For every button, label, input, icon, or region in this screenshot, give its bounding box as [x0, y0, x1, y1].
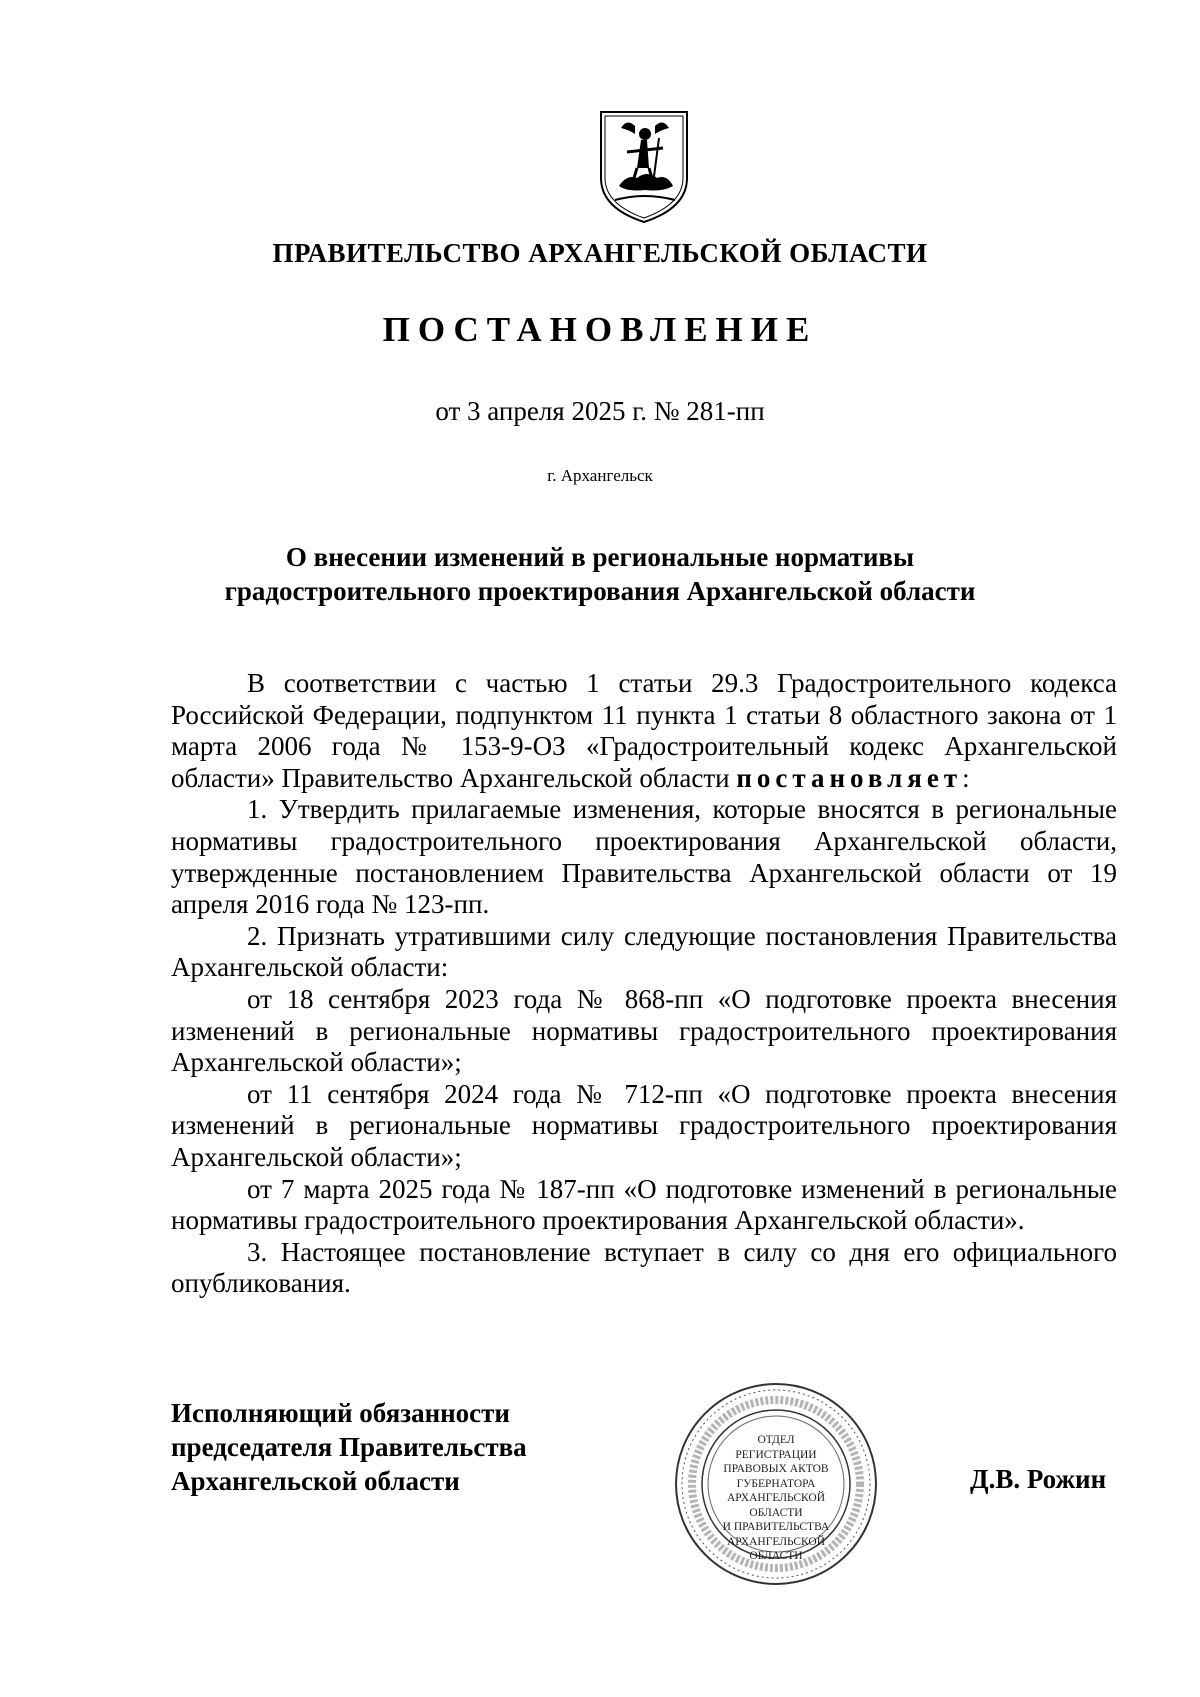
item-2-sub-1: от 18 сентября 2023 года № 868-пп «О подготовке проекта внесения изменений в региональные нормативы градостроительного проектирования Архангельской области»; — [171, 983, 1117, 1078]
decree-word: постановляет — [736, 762, 963, 793]
signatory-role-line-1: Исполняющий обязанности — [171, 1398, 510, 1428]
stamp-line: ОТДЕЛ — [757, 1434, 795, 1446]
stamp-line: АРХАНГЕЛЬСКОЙ — [726, 1535, 826, 1548]
item-2-sub-3: от 7 марта 2025 года № 187-пп «О подготовке изменений в региональные нормативы градостроительного проектирования Архангельской области». — [171, 1173, 1117, 1236]
signatory-role-line-2: председателя Правительства — [171, 1432, 527, 1462]
item-3: 3. Настоящее постановление вступает в силу со дня его официального опубликования. — [171, 1236, 1117, 1299]
stamp-line: И ПРАВИТЕЛЬСТВА — [722, 1521, 830, 1533]
title-line-1: О внесении изменений в региональные нормативы — [285, 542, 915, 572]
stamp-text — [712, 1433, 840, 1564]
stamp-line: АРХАНГЕЛЬСКОЙ — [726, 1492, 826, 1504]
preamble-paragraph — [171, 668, 1117, 794]
stamp-line: ОБЛАСТИ — [749, 1550, 803, 1562]
document-type: ПОСТАНОВЛЕНИЕ — [382, 310, 818, 349]
signatory-role — [171, 1396, 527, 1498]
coat-of-arms-icon — [597, 108, 691, 226]
item-2: 2. Признать утратившими силу следующие постановления Правительства Архангельской области: — [171, 920, 1117, 983]
item-2-sub-2: от 11 сентября 2024 года № 712-пп «О подготовке проекта внесения изменений в региональные нормативы градостроительного проектирования Архангельской области»; — [171, 1078, 1117, 1172]
document-city: г. Архангельск — [547, 466, 653, 485]
stamp-line: ПРАВОВЫХ АКТОВ — [723, 1463, 829, 1475]
signatory-role-line-3: Архангельской области — [171, 1466, 460, 1496]
preamble-text: В соответствии с частью 1 статьи 29.3 Градостроительного кодекса Российской Федерации, подпунктом 11 пункта 1 статьи 8 областного закона от 1 марта 2006 года № 153-9-ОЗ «Градостроительный кодекс Архангельской области» Правительство Архангельской области — [171, 668, 1117, 793]
stamp-line: ОБЛАСТИ — [749, 1506, 803, 1519]
document-date-number: от 3 апреля 2025 г. № 281-пп — [435, 396, 765, 426]
item-1: 1. Утвердить прилагаемые изменения, которые вносятся в региональные нормативы градостроительного проектирования Архангельской области, утвержденные постановлением Правительства Архангельской области от 19 апреля 2016 года № 123-пп. — [171, 794, 1117, 920]
stamp-line: ГУБЕРНАТОРА — [736, 1477, 816, 1490]
title-line-2: градостроительного проектирования Архангельской области — [224, 576, 976, 606]
document-title — [0, 540, 1200, 608]
stamp-line: РЕГИСТРАЦИИ — [735, 1448, 817, 1461]
document-body — [171, 668, 1117, 1300]
preamble-colon: : — [962, 762, 970, 793]
signatory-name: Д.В. Рожин — [970, 1464, 1107, 1494]
organization-name: ПРАВИТЕЛЬСТВО АРХАНГЕЛЬСКОЙ ОБЛАСТИ — [272, 238, 928, 268]
